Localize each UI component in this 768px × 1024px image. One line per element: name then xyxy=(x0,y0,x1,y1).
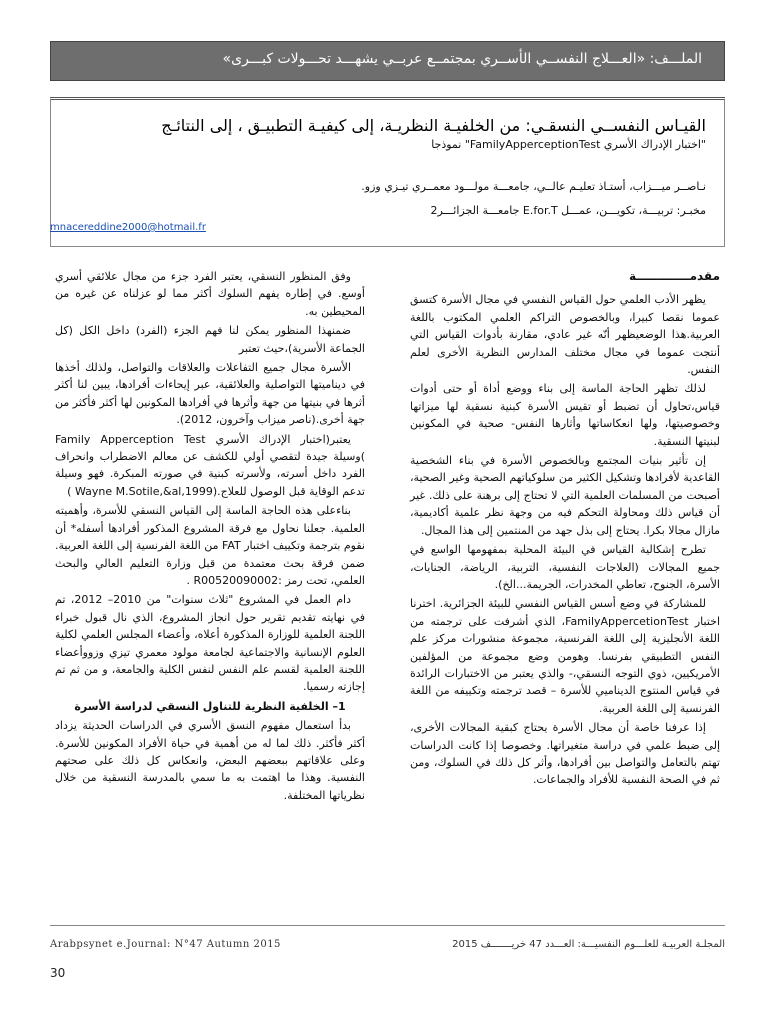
paragraph: ضمنهذا المنظور يمكن لنا فهم الجزء (الفرد) داخل الكل (كل الجماعة الأسرية)،حيث تعتبر xyxy=(55,324,365,355)
paragraph: بدأ استعمال مفهوم النسق الأسري في الدراسات الحديثة يزداد أكثر فأكثر. ذلك لما له من أهمية في حياة الأفراد المكونين للأسرة. وعلى علاقاتهم ببعضهم البعض، وانعكاس كل ذلك على صحتهم النفسية. وهذا ما اهتمت به ما سمي بالمدرسة النسقية من خلال نظرياتها المختلفة. xyxy=(55,719,365,802)
paragraph: للمشاركة في وضع أسس القياس النفسي للبيئة الجزائرية. اخترنا اختبار FamilyAppercetionTest، الذي أشرفت على ترجمته من اللغة الأنجليزية إلى اللغة الفرنسية، مجموعة منشورات مركز علم النفس التطبيقي بفرنسا. وهومن وضع مجموعة من المؤلفين الأمريكيين، ذوي التوجه النسقي،- والذي يعتبر من الاختبارات الرائدة في قياس المنتوج الديناميي للأسرة – قصد ترجمته وتكييفه من اللغة الفرنسية إلى اللغة العربية. xyxy=(410,597,721,715)
journal-footer-arabic: المجلـة العربيـة للعلـــوم النفسيـــة: العـــدد 47 خريـــــــف 2015 xyxy=(452,939,725,950)
article-title: القيـاس النفســي النسقـي: من الخلفيـة النظريـة، إلى كيفيـة التطبيـق ، إلى النتائـج xyxy=(161,116,706,135)
section-heading-theoretical-background: 1– الخلفية النظرية للتناول النسقي لدراسة الأسرة xyxy=(74,699,346,713)
paragraph: تطرح إشكالية القياس في البيئة المحلية بمفهومها الواسع في جميع المجالات (العلاجات النفسية، التربية، الرياضة، الجنايات، الأسرة، الجنوح، تعاطي المخدرات، الجريمة...الخ). xyxy=(410,543,720,591)
journal-footer-latin: Arabpsynet e.Journal: N°47 Autumn 2015 xyxy=(50,939,281,950)
affiliation-line: مخبـر: تربيـــة، تكويـــن، عمـــل E.for.T جامعـــة الجزائـــر2 xyxy=(430,204,706,217)
section-heading-introduction: مقدمـــــــــــــة xyxy=(628,269,720,283)
paragraph: يعتبر(اختبار الإدراك الأسري Family Apperception Test )وسيلة جيدة لتقصي أولي للكشف عن معالم الاضطراب وانحراف الفرد داخل أسرته، ولأسرته كبنية في صورته المبكرة. فهو وسيلة تدعم الوقاية قبل الوصول للعلاج.(Wayne M.Sotile,&al,1999 ) xyxy=(55,432,365,498)
paragraph: إذا عرفنا خاصة أن مجال الأسرة يحتاج كبقية المجالات الأخرى، إلى ضبط علمي في دراسة متغيراتها. وخصوصا إذا كانت الدراسات تهتم بالتعامل والتواصل بين أفرادها، وأثر كل ذلك في السلوك، ومن ثم في الصحة النفسية للأفراد والجماعات. xyxy=(410,721,720,787)
article-subtitle: "اختبار الإدراك الأسري FamilyApperceptionTest" نموذجا xyxy=(431,138,706,151)
author-email-link[interactable]: mnacereddine2000@hotmail.fr xyxy=(50,222,206,233)
paragraph: الأسرة مجال جميع التفاعلات والعلاقات والتواصل، ولذلك أخذها في ديناميتها التواصلية والعلائقية، عبر إيحاءات أفرادها، يبين لنا أكثر أثرها في بنيتها من جهة وأثرها في أفرادها المكونين لها أكثر فأكثر من جهة أخرى.(ناصر ميزاب وآخرون، 2012). xyxy=(54,361,365,427)
dossier-banner xyxy=(50,41,725,81)
author-line: نـاصــر ميـــزاب، أستـاذ تعليـم عالــي، جامعـــة مولـــود معمــري تيـزي وزو. xyxy=(361,180,706,193)
paragraph: بناءعلى هذه الحاجة الماسة إلى القياس النسقي للأسرة، وأهميته العلمية. جعلنا نحاول مع فرقة المشروع المذكور أفرادها أسفله* أن نقوم بترجمة وتكييف اختبار FAT من اللغة الفرنسية إلى اللغة العربية. ضمن فرقة بحث معتمدة من قبل وزارة التعليم العالي والبحث العلمي، تحت رمز :R00520090002 . xyxy=(55,504,365,587)
paragraph: لذلك تظهر الحاجة الماسة إلى بناء ووضع أداة أو حتى أدوات قياس،تحاول أن تضبط أو تقيس الأسرة كبنية نسقية لها ميزاتها وخصوصيتها، ولها انعكاساتها وأثارها النفس- صحية في المكونين لبنيتها النسقية. xyxy=(410,382,720,448)
footer-divider xyxy=(50,925,725,926)
paragraph: دام العمل في المشروع "ثلاث سنوات" من 2010– 2012، تم في نهايته تقديم تقرير حول انجاز المشروع، الذي نال قبول خبراء اللجنة العلمية للوزارة المذكورة أعلاه، وأعضاء المجلس العلمي لكلية العلوم الإنسانية والاجتماعية لجامعة مولود معمري تيزي وزووأعضاء اللجنة العلمية لقسم علم النفس لنفس الكلية والجامعة، و من ثم تم إجازته رسميا. xyxy=(55,593,365,694)
paragraph: إن تأثير بنيات المجتمع وبالخصوص الأسرة في بناء الشخصية القاعدية لأفرادها وتشكيل الكثير من سلوكياتهم الصحية وغير الصحية، أصبحت من المسلمات العلمية التي لا تحتاج إلى برهنة على ذلك. غير أن قياس ذلك ومحاولة التحكم فيه من وجهة نظر علمية أكاديمية، مازال مجالا بكرا. يحتاج إلى بذل جهد من المنتمين إلى هذا المجال. xyxy=(410,454,720,537)
page-number: 30 xyxy=(50,966,66,980)
left-column xyxy=(55,268,365,806)
paragraph: وفق المنظور النسقي، يعتبر الفرد جزء من مجال علائقي أسري أوسع. في إطاره يفهم السلوك أكثر مما لو عزلناه عن غيره من المحيطين به. xyxy=(55,270,365,318)
paragraph: يظهر الأدب العلمي حول القياس النفسي في مجال الأسرة كتسق عموما نقصا كبيرا، وبالخصوص التراكم العلمي المكتوب باللغة العربية.هذا الوضعيظهر أنّه غير عادي، مقارنة بأدوات القياس التي أنتجت عموما في مجال مختلف المدارس النظرية الأخرى لعلم النفس. xyxy=(410,293,720,377)
banner-title: الملـــف: «العـــلاج النفســي الأســري بمجتمــع عربــي يشهـــد تحـــولات كبـــرى» xyxy=(222,51,702,67)
right-column xyxy=(410,268,720,791)
